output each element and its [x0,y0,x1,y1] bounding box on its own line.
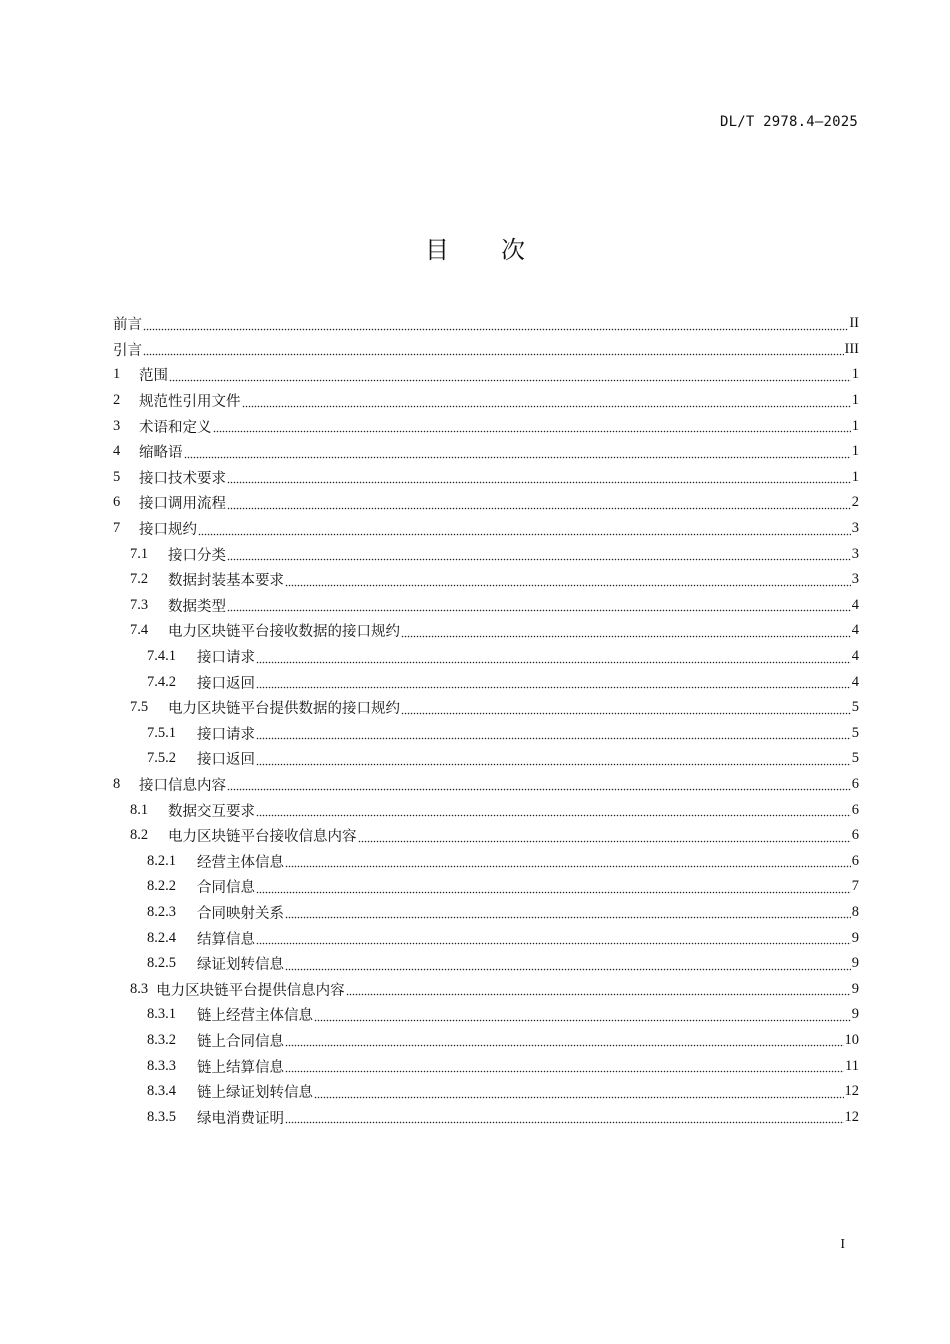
toc-entry[interactable] [113,1028,859,1054]
toc-entry-page: 6 [851,827,859,844]
toc-entry-page: 12 [844,1108,859,1125]
toc-entry-label: 接口调用流程 [139,496,226,513]
toc-entry-page: 1 [851,468,859,485]
toc-entry-label: 电力区块链平台提供信息内容 [156,982,345,999]
toc-entry[interactable] [113,465,859,491]
toc-entry-label: 接口请求 [197,650,255,667]
toc-dot-leader [285,1061,844,1075]
toc-entry-page: 12 [844,1083,859,1100]
toc-dot-leader [285,1112,844,1126]
toc-entry-page: 5 [851,724,859,741]
toc-entry-page: 1 [851,366,859,383]
toc-entry[interactable] [113,1104,859,1130]
toc-entry-number: 8.3.5 [147,1108,176,1125]
toc-entry-number: 8 [113,775,121,792]
toc-dot-leader [285,1035,844,1049]
toc-entry-page: 3 [851,571,859,588]
toc-entry-label: 电力区块链平台接收信息内容 [168,829,357,846]
toc-entry-label: 数据封装基本要求 [168,573,284,590]
toc-entry-number: 6 [113,494,121,511]
toc-dot-leader [256,677,851,691]
toc-dot-leader [256,882,851,896]
toc-entry[interactable] [113,925,859,951]
toc-entry-number: 8.2.3 [147,903,176,920]
toc-entry-page: 3 [851,520,859,537]
toc-entry-page: 6 [851,801,859,818]
toc-dot-leader [346,984,851,998]
toc-entry[interactable] [113,951,859,977]
toc-entry-number: 7.4 [130,622,149,639]
toc-dot-leader [227,472,851,486]
toc-heading-left: 目 [425,236,449,264]
toc-entry-number: 8.3.1 [147,1006,176,1023]
toc-entry-number: 4 [113,443,121,460]
toc-entry[interactable] [113,848,859,874]
toc-entry[interactable] [113,311,859,337]
toc-dot-leader [256,652,851,666]
toc-dot-leader [358,831,851,845]
toc-entry-page: III [844,340,859,357]
toc-entry-number: 8.3 [130,980,149,997]
toc-entry-label: 术语和定义 [139,419,212,436]
toc-dot-leader [227,498,851,512]
toc-entry-number: 8.2.1 [147,852,176,869]
toc-entry-label: 规范性引用文件 [139,394,241,411]
toc-entry-number: 8.3.4 [147,1083,176,1100]
toc-entry-page: 8 [851,903,859,920]
toc-entry-page: 4 [851,673,859,690]
toc-entry-number: 8.3.2 [147,1031,176,1048]
toc-entry-number: 8.1 [130,801,149,818]
toc-dot-leader [285,575,851,589]
toc-dot-leader [227,600,851,614]
toc-entry-label: 绿电消费证明 [197,1110,284,1127]
page-number: I [840,1237,845,1252]
toc-entry[interactable] [113,1002,859,1028]
toc-entry[interactable] [113,439,859,465]
toc-entry-page: 1 [851,392,859,409]
toc-entry-label: 接口返回 [197,752,255,769]
toc-entry-label: 链上绿证划转信息 [197,1085,313,1102]
toc-entry-page: 1 [851,417,859,434]
toc-entry[interactable] [113,746,859,772]
toc-entry-number: 8.2 [130,827,149,844]
toc-entry-label: 接口信息内容 [139,777,226,794]
toc-entry-label: 链上结算信息 [197,1059,284,1076]
toc-entry[interactable] [113,388,859,414]
toc-dot-leader [143,344,844,358]
toc-entry-page: 9 [851,929,859,946]
toc-entry[interactable] [113,695,859,721]
toc-dot-leader [314,1087,844,1101]
toc-entry-label: 接口返回 [197,675,255,692]
toc-entry-label: 接口请求 [197,726,255,743]
toc-dot-leader [256,805,851,819]
toc-entry[interactable] [113,976,859,1002]
toc-entry-page: 9 [851,1006,859,1023]
toc-entry[interactable] [113,900,859,926]
toc-entry-label: 数据类型 [168,598,226,615]
toc-entry-page: 1 [851,443,859,460]
toc-entry[interactable] [113,413,859,439]
toc-entry-label: 绿证划转信息 [197,957,284,974]
toc-entry[interactable] [113,721,859,747]
toc-dot-leader [314,1010,851,1024]
toc-entry-label: 接口技术要求 [139,470,226,487]
toc-entry-page: 9 [851,980,859,997]
toc-entry-label: 电力区块链平台提供数据的接口规约 [168,701,400,718]
toc-entry-page: 3 [851,545,859,562]
toc-dot-leader [143,319,848,333]
toc-entry-label: 结算信息 [197,931,255,948]
toc-entry-number: 5 [113,468,121,485]
toc-entry-page: 10 [844,1031,859,1048]
toc-dot-leader [285,856,851,870]
toc-entry[interactable] [113,593,859,619]
toc-entry-page: 6 [851,775,859,792]
toc-dot-leader [285,907,851,921]
toc-entry-label: 链上经营主体信息 [197,1008,313,1025]
toc-entry-number: 8.2.5 [147,955,176,972]
document-code: DL/T 2978.4—2025 [719,114,858,130]
toc-entry-label: 电力区块链平台接收数据的接口规约 [168,624,400,641]
toc-entry[interactable] [113,797,859,823]
toc-dot-leader [169,370,851,384]
toc-dot-leader [256,754,851,768]
toc-entry-number: 7.5.1 [147,724,176,741]
table-of-contents [113,311,859,1130]
toc-entry-label: 合同信息 [197,880,255,897]
toc-entry-number: 7.2 [130,571,149,588]
toc-dot-leader [184,447,851,461]
toc-entry[interactable] [113,567,859,593]
toc-entry[interactable] [113,669,859,695]
toc-entry-page: 9 [851,955,859,972]
toc-entry-label: 缩略语 [139,445,183,462]
toc-dot-leader [198,524,851,538]
toc-entry[interactable] [113,490,859,516]
toc-entry[interactable] [113,362,859,388]
toc-entry-label: 前言 [113,317,142,334]
toc-dot-leader [213,421,851,435]
toc-entry-page: 11 [845,1057,859,1074]
toc-entry[interactable] [113,1079,859,1105]
toc-entry-number: 3 [113,417,121,434]
toc-entry-number: 8.2.2 [147,878,176,895]
toc-entry-number: 7.4.1 [147,648,176,665]
toc-entry-label: 合同映射关系 [197,905,284,922]
toc-entry-label: 接口分类 [168,547,226,564]
toc-dot-leader [256,728,851,742]
toc-entry[interactable] [113,644,859,670]
toc-entry-page: 5 [851,699,859,716]
toc-dot-leader [401,626,851,640]
toc-entry-page: 7 [851,878,859,895]
toc-entry-number: 7.5.2 [147,750,176,767]
toc-entry[interactable] [113,337,859,363]
toc-entry-label: 接口规约 [139,522,197,539]
toc-entry-number: 2 [113,392,121,409]
toc-entry-page: 2 [851,494,859,511]
toc-entry-number: 7.5 [130,699,149,716]
toc-entry[interactable] [113,516,859,542]
toc-entry-label: 经营主体信息 [197,854,284,871]
toc-dot-leader [401,703,851,717]
toc-entry[interactable] [113,823,859,849]
toc-entry-page: 5 [851,750,859,767]
toc-entry-number: 7.3 [130,596,149,613]
toc-entry-number: 8.3.3 [147,1057,176,1074]
toc-entry-label: 范围 [139,368,168,385]
toc-dot-leader [285,959,851,973]
toc-entry-label: 引言 [113,342,142,359]
toc-entry-label: 数据交互要求 [168,803,255,820]
toc-entry-number: 8.2.4 [147,929,176,946]
toc-entry[interactable] [113,541,859,567]
toc-entry-page: 4 [851,648,859,665]
toc-entry[interactable] [113,874,859,900]
toc-entry-number: 7 [113,520,121,537]
toc-dot-leader [227,779,851,793]
toc-entry-label: 链上合同信息 [197,1033,284,1050]
toc-entry-page: 4 [851,596,859,613]
toc-entry-page: II [849,315,859,332]
toc-entry-page: 4 [851,622,859,639]
toc-dot-leader [242,396,851,410]
toc-entry-number: 7.1 [130,545,149,562]
toc-entry[interactable] [113,1053,859,1079]
toc-entry-page: 6 [851,852,859,869]
toc-entry-number: 1 [113,366,121,383]
toc-entry-number: 7.4.2 [147,673,176,690]
toc-entry[interactable] [113,618,859,644]
toc-heading [0,230,950,265]
toc-dot-leader [256,933,851,947]
toc-heading-right: 次 [501,236,525,264]
toc-dot-leader [227,549,851,563]
toc-entry[interactable] [113,772,859,798]
